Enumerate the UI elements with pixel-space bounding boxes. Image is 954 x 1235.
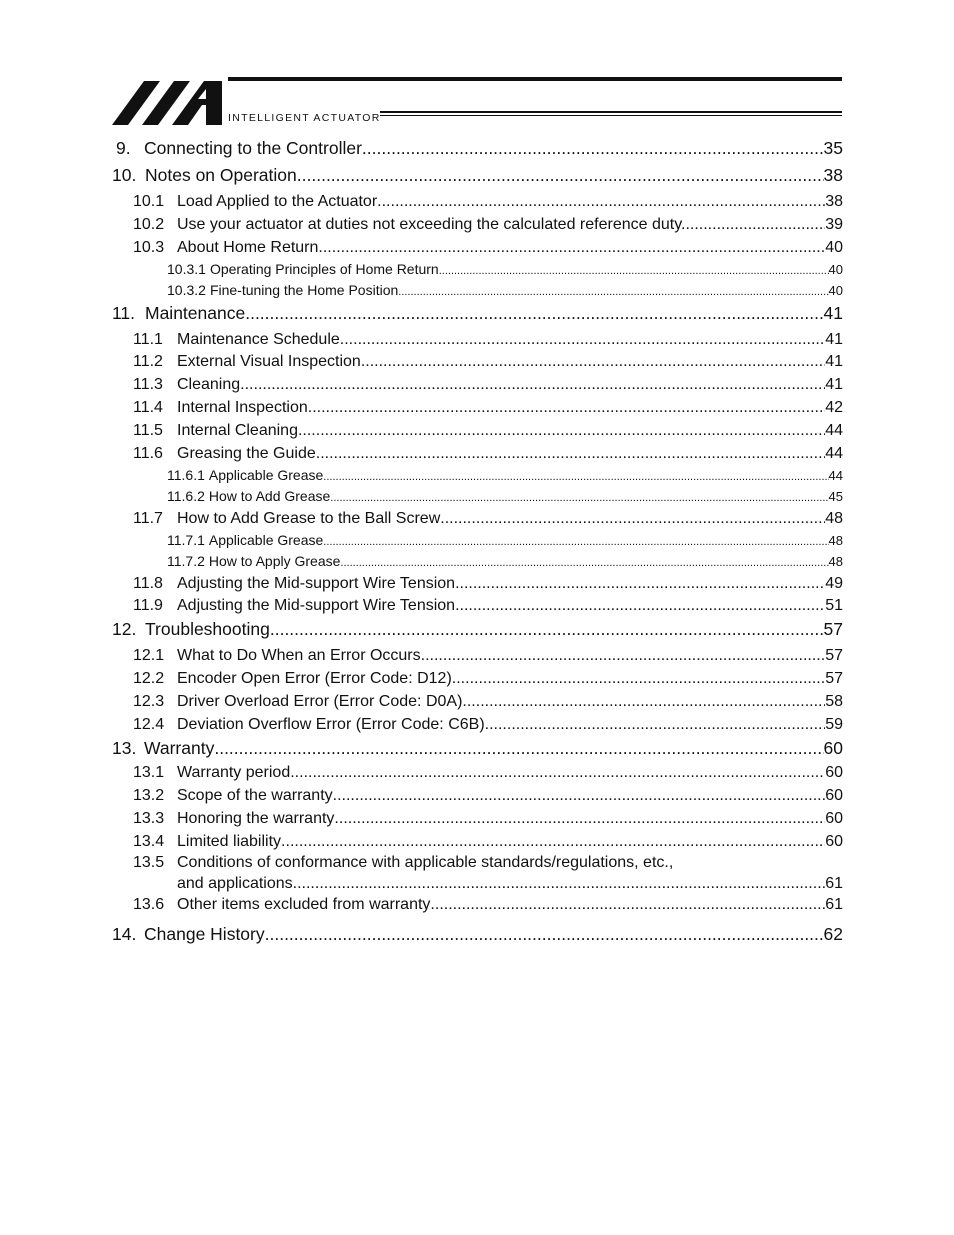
leader-dots — [439, 265, 829, 277]
toc-entry-13-2[interactable]: 13.2 Scope of the warranty ..... 60 — [133, 787, 843, 805]
toc-entry-10-2[interactable]: 10.2 Use your actuator at duties not exceeding the calculated reference duty. ..... 39 — [133, 216, 843, 234]
leader-dots — [265, 924, 824, 945]
toc-entry-11-4[interactable]: 11.4 Internal Inspection ..... 42 — [133, 399, 843, 417]
header-rule-top — [380, 111, 842, 113]
leader-dots — [455, 575, 825, 593]
leader-dots — [330, 492, 828, 504]
leader-dots — [421, 647, 826, 665]
leader-dots — [362, 138, 824, 159]
leader-dots — [333, 787, 826, 805]
toc-entry-11-6-1[interactable]: 11.6.1 Applicable Grease ..... 44 — [167, 467, 843, 483]
toc-entry-11-1[interactable]: 11.1 Maintenance Schedule ..... 41 — [133, 331, 843, 349]
toc-entry-11-6[interactable]: 11.6 Greasing the Guide ..... 44 — [133, 445, 843, 463]
toc-entry-12-1[interactable]: 12.1 What to Do When an Error Occurs ..... 57 — [133, 647, 843, 665]
toc-entry-11[interactable]: 11. Maintenance ..... 41 — [112, 303, 843, 324]
leader-dots — [485, 716, 826, 734]
toc-entry-11-2[interactable]: 11.2 External Visual Inspection ..... 41 — [133, 353, 843, 371]
toc-entry-13-6[interactable]: 13.6 Other items excluded from warranty ..... 61 — [133, 896, 843, 914]
leader-dots — [455, 597, 825, 615]
toc-entry-12-2[interactable]: 12.2 Encoder Open Error (Error Code: D12) ..... 57 — [133, 670, 843, 688]
toc-entry-11-5[interactable]: 11.5 Internal Cleaning ..... 44 — [133, 422, 843, 440]
leader-dots — [316, 445, 825, 463]
toc-entry-13-4[interactable]: 13.4 Limited liability ..... 60 — [133, 833, 843, 851]
toc-entry-10[interactable]: 10. Notes on Operation ..... 38 — [112, 165, 843, 186]
iai-logo-mark-icon — [112, 77, 224, 125]
toc-entry-11-7[interactable]: 11.7 How to Add Grease to the Ball Screw ..... 48 — [133, 510, 843, 528]
toc-entry-13-5-continued[interactable]: and applications ..... 61 — [177, 875, 843, 893]
toc-entry-10-1[interactable]: 10.1 Load Applied to the Actuator ..... 38 — [133, 193, 843, 211]
leader-dots — [293, 875, 826, 893]
header-rule-bottom — [380, 115, 842, 116]
toc-entry-14[interactable]: 14. Change History ..... 62 — [112, 924, 843, 945]
leader-dots — [340, 331, 825, 349]
leader-dots — [214, 738, 823, 759]
toc-entry-11-3[interactable]: 11.3 Cleaning ..... 41 — [133, 376, 843, 394]
leader-dots — [340, 557, 828, 569]
leader-dots — [298, 422, 825, 440]
toc-entry-12-4[interactable]: 12.4 Deviation Overflow Error (Error Code: C6B) ..... 59 — [133, 716, 843, 734]
leader-dots — [308, 399, 825, 417]
toc-entry-10-3-1[interactable]: 10.3.1 Operating Principles of Home Return ..... 40 — [167, 261, 843, 277]
toc-entry-10-3[interactable]: 10.3 About Home Return ..... 40 — [133, 239, 843, 257]
leader-dots — [270, 619, 824, 640]
leader-dots — [318, 239, 825, 257]
leader-dots — [452, 670, 825, 688]
toc-entry-13[interactable]: 13. Warranty ..... 60 — [112, 738, 843, 759]
toc-entry-13-1[interactable]: 13.1 Warranty period ..... 60 — [133, 764, 843, 782]
toc-entry-12[interactable]: 12. Troubleshooting ..... 57 — [112, 619, 843, 640]
toc-entry-11-7-2[interactable]: 11.7.2 How to Apply Grease ..... 48 — [167, 553, 843, 569]
leader-dots — [398, 286, 828, 298]
toc-entry-11-7-1[interactable]: 11.7.1 Applicable Grease ..... 48 — [167, 532, 843, 548]
toc-entry-13-3[interactable]: 13.3 Honoring the warranty ..... 60 — [133, 810, 843, 828]
toc-entry-9[interactable]: 9. Connecting to the Controller ..... 35 — [116, 138, 843, 159]
leader-dots — [323, 536, 828, 548]
toc-entry-12-3[interactable]: 12.3 Driver Overload Error (Error Code: D0A) ..... 58 — [133, 693, 843, 711]
leader-dots — [361, 353, 825, 371]
leader-dots — [297, 165, 824, 186]
toc-entry-11-9[interactable]: 11.9 Adjusting the Mid-support Wire Tension ..... 51 — [133, 597, 843, 615]
leader-dots — [430, 896, 825, 914]
toc-entry-11-8[interactable]: 11.8 Adjusting the Mid-support Wire Tension ..... 49 — [133, 575, 843, 593]
leader-dots — [462, 693, 825, 711]
leader-dots — [440, 510, 825, 528]
leader-dots — [245, 303, 823, 324]
toc-entry-11-6-2[interactable]: 11.6.2 How to Add Grease ..... 45 — [167, 488, 843, 504]
leader-dots — [240, 376, 825, 394]
leader-dots — [685, 216, 825, 234]
leader-dots — [281, 833, 825, 851]
toc-entry-13-5[interactable]: 13.5 Conditions of conformance with applicable standards/regulations, etc., — [133, 854, 674, 871]
toc-entry-10-3-2[interactable]: 10.3.2 Fine-tuning the Home Position ..... 40 — [167, 282, 843, 298]
header-rule-thick — [228, 77, 842, 81]
leader-dots — [290, 764, 825, 782]
leader-dots — [334, 810, 825, 828]
logo-wordmark: INTELLIGENT ACTUATOR — [228, 112, 381, 124]
page-header — [112, 72, 842, 128]
leader-dots — [323, 471, 828, 483]
leader-dots — [377, 193, 825, 211]
